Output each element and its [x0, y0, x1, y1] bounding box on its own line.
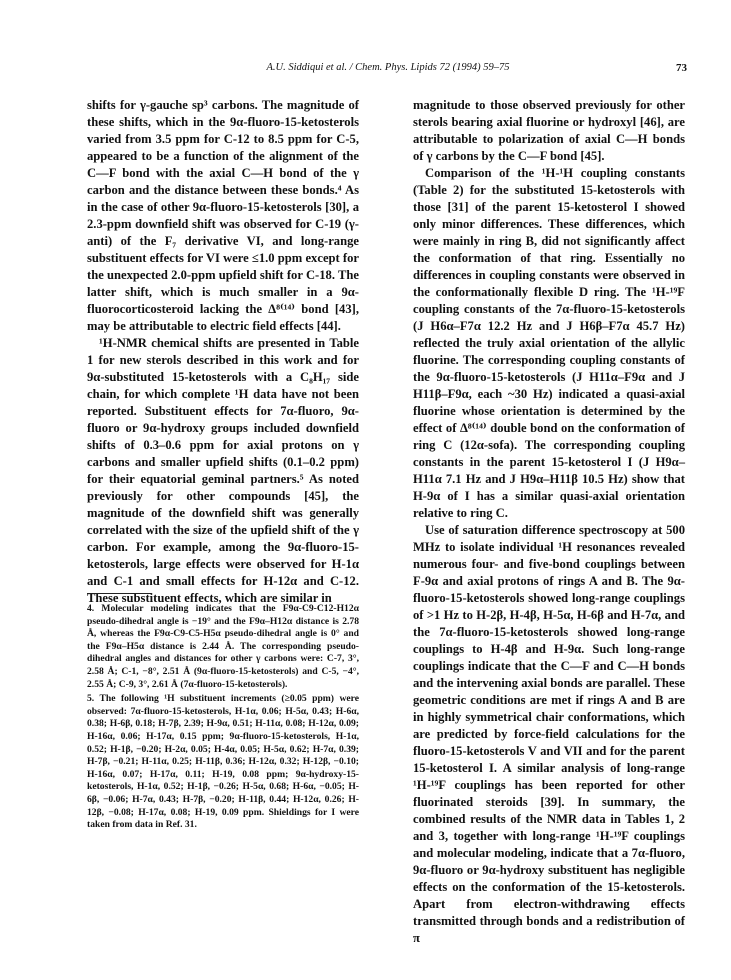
page-number: 73	[676, 62, 687, 74]
paragraph: Use of saturation difference spectroscopy at 500 MHz to isolate individual ¹H resonances revealed numerous four- and five-bond couplings between F-9α and axial protons of rings A and B. The 9α-fluoro-15-ketosterols showed long-range couplings of >1 Hz to H-2β, H-4β, H-5α, H-6β and H-7α, and the 7α-fluoro-15-ketosterols showed long-range couplings to H-4β and H-9α. Such long-range couplings indicate that the C—F and C—H bonds and the intervening axial bonds are parallel. These geometric conditions are met if rings A and B are in highly symmetrical chair conformations, which are predicted by force-field calculations for the fluoro-15-ketosterols V and VII and for the parent 15-ketosterol I. A similar analysis of long-range ¹H-¹⁹F couplings has been reported for other fluorinated steroids [39]. In summary, the combined results of the NMR data in Tables 1, 2 and 3, together with long-range ¹H-¹⁹F couplings and molecular modeling, indicate that a 7α-fluoro, 9α-fluoro or 9α-hydroxy substituent has negligible effects on the conformation of the 15-ketosterols. Apart from electron-withdrawing effects transmitted through bonds and a redistribution of π	[413, 523, 685, 945]
paragraph: Comparison of the ¹H-¹H coupling constants (Table 2) for the substituted 15-ketosterols with those [31] of the parent 15-ketosterol I showed only minor differences. These differences, which were mainly in ring B, did not significantly affect the conformation of that ring. Essentially no differences in coupling constants were observed in the conformationally flexible D ring. The ¹H-¹⁹F coupling constants of the 7α-fluoro-15-ketosterols (J H6α–F7α 12.2 Hz and J H6β–F7α 45.7 Hz) reflected the truly axial orientation of the allylic fluorine. The corresponding coupling constants of the 9α-fluoro-15-ketosterols (J H11α–F9α and J H11β–F9α, each ~30 Hz) indicated a quasi-axial fluorine whose orientation is determined by the effect of Δ⁸⁽¹⁴⁾ double bond on the conformation of ring C (12α-sofa). The corresponding coupling constants in the parent 15-ketosterol I (J H9α–H11α 7.1 Hz and J H9α–H11β 10.5 Hz) show that H-9α of I has a similar quasi-axial orientation relative to ring C.	[413, 166, 685, 520]
left-column	[87, 97, 359, 607]
paragraph: magnitude to those observed previously for other sterols bearing axial fluorine or hydroxyl [46], are attributable to polarization of axial C—H bonds of γ carbons by the C—F bond [45].	[413, 98, 685, 163]
footnote-4: 4. Molecular modeling indicates that the F9α-C9-C12-H12α pseudo-dihedral angle is −19° and the F9α–H12α distance is 2.78 Å, whereas the F9α-C9-C5-H5α pseudo-dihedral angle is 0° and the F9α–H5α distance is 2.44 Å. The corresponding pseudo-dihedral angles and distances for other γ carbons were: C-7, 3°, 2.58 Å; C-1, −8°, 2.51 Å (9α-fluoro-15-ketosterols) and C-5, −4°, 2.55 Å; C-9, 3°, 2.61 Å (7α-fluoro-15-ketosterols).	[87, 603, 359, 690]
footnote-5: 5. The following ¹H substituent increments (≥0.05 ppm) were observed: 7α-fluoro-15-ketosterols, H-1α, 0.06; H-5α, 0.43; H-6α, 0.38; H-6β, 0.18; H-7β, 2.39; H-9α, 0.51; H-11α, 0.08; H-12α, 0.09; H-16α, 0.06; H-17α, 0.15 ppm; 9α-fluoro-15-ketosterols, H-1α, 0.52; H-1β, −0.20; H-2α, 0.05; H-4α, 0.05; H-5α, 0.62; H-7α, 0.39; H-7β, −0.21; H-11α, 0.25; H-11β, 0.36; H-12α, 0.32; H-12β, −0.10; H-16α, 0.07; H-17α, 0.11; H-19, 0.08 ppm; 9α-hydroxy-15-ketosterols, H-1α, 0.52; H-1β, −0.26; H-5α, 0.68; H-6α, −0.05; H-6β, −0.06; H-7α, 0.43; H-7β, −0.20; H-11β, 0.44; H-12α, 0.26; H-12β, −0.08; H-17α, 0.08; H-19, 0.09 ppm. Shieldings for I were taken from data in Ref. 31.	[87, 693, 359, 831]
footnotes	[87, 603, 359, 834]
paragraph: ¹H-NMR chemical shifts are presented in Table 1 for new sterols described in this work and for 9α-substituted 15-ketosterols with a C₈H₁₇ side chain, for which complete ¹H data have not been reported. Substituent effects for 7α-fluoro, 9α-fluoro or 9α-hydroxy groups included downfield shifts of 0.3–0.6 ppm for axial protons on γ carbons and smaller upfield shifts (0.1–0.2 ppm) for their equatorial geminal partners.⁵ As noted previously for other compounds [45], the magnitude of the downfield shift was generally correlated with the size of the upfield shift of the γ carbon. For example, among the 9α-fluoro-15-ketosterols, large effects were observed for H-1α and C-1 and small effects for H-12α and C-12. These substituent effects, which are similar in	[87, 336, 359, 605]
footnote-rule	[87, 593, 151, 594]
right-column	[413, 97, 685, 947]
running-header: A.U. Siddiqui et al. / Chem. Phys. Lipids 72 (1994) 59–75	[266, 62, 510, 73]
paragraph: shifts for γ-gauche sp³ carbons. The magnitude of these shifts, which in the 9α-fluoro-15-ketosterols varied from 3.5 ppm for C-12 to 8.5 ppm for C-5, appeared to be a function of the alignment of the C—F bond with the axial C—H bond of the γ carbon and the distance between these bonds.⁴ As in the case of other 9α-fluoro-15-ketosterols [30], a 2.3-ppm downfield shift was observed for C-19 (γ-anti) of the F₇ derivative VI, and long-range substituent effects for VI were ≤1.0 ppm except for the unexpected 2.0-ppm upfield shift for C-18. The latter shift, which is much smaller in a 9α-fluorocorticosteroid lacking the Δ⁸⁽¹⁴⁾ bond [43], may be attributable to electric field effects [44].	[87, 98, 359, 333]
